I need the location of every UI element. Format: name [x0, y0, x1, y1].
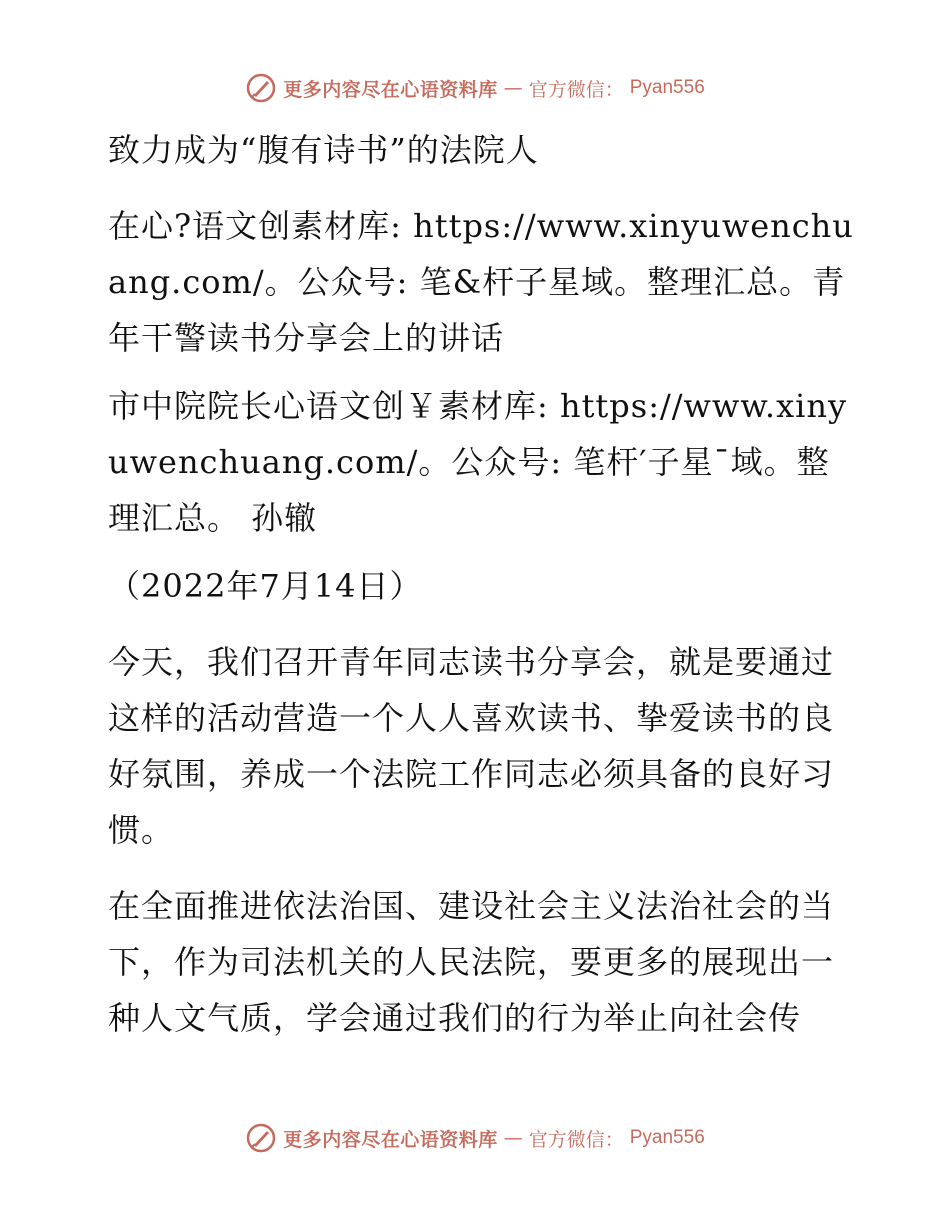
banner-wechat-handle: Pyan556 — [629, 77, 705, 98]
quill-pen-logo-icon — [245, 72, 277, 104]
footer-watermark-banner — [0, 1122, 950, 1154]
paragraph-source-2: 市中院院长心语文创￥素材库: https://www.xinyuwenchuang.com/。公众号: 笔杆′子星¯域。整理汇总。 孙辙 — [108, 387, 848, 537]
banner-wechat-label: 官方微信： — [528, 78, 624, 101]
quill-pen-logo-icon — [245, 1122, 277, 1154]
speech-date: （2022年7月14日） — [108, 567, 423, 605]
banner-brand-text: 更多内容尽在心语资料库 — [283, 1128, 498, 1151]
header-watermark-banner — [0, 72, 950, 104]
banner-separator: — — [503, 1127, 523, 1149]
banner-wechat-handle: Pyan556 — [629, 1127, 705, 1148]
document-body — [98, 122, 858, 1046]
document-title: 致力成为“腹有诗书”的法院人 — [108, 131, 539, 169]
banner-wechat-label: 官方微信： — [528, 1128, 624, 1151]
paragraph-body-2: 在全面推进依法治国、建设社会主义法治社会的当下，作为司法机关的人民法院，要更多的展现出一种人文气质，学会通过我们的行为举止向社会传 — [108, 887, 835, 1037]
banner-brand-text: 更多内容尽在心语资料库 — [283, 78, 498, 101]
paragraph-source-1: 在心?语文创素材库: https://www.xinyuwenchuang.com/。公众号: 笔&杆子星域。整理汇总。青年干警读书分享会上的讲话 — [108, 207, 854, 357]
paragraph-body-1: 今天，我们召开青年同志读书分享会，就是要通过这样的活动营造一个人人喜欢读书、挚爱读书的良好氛围，养成一个法院工作同志必须具备的良好习惯。 — [108, 643, 835, 849]
banner-separator: — — [503, 77, 523, 99]
